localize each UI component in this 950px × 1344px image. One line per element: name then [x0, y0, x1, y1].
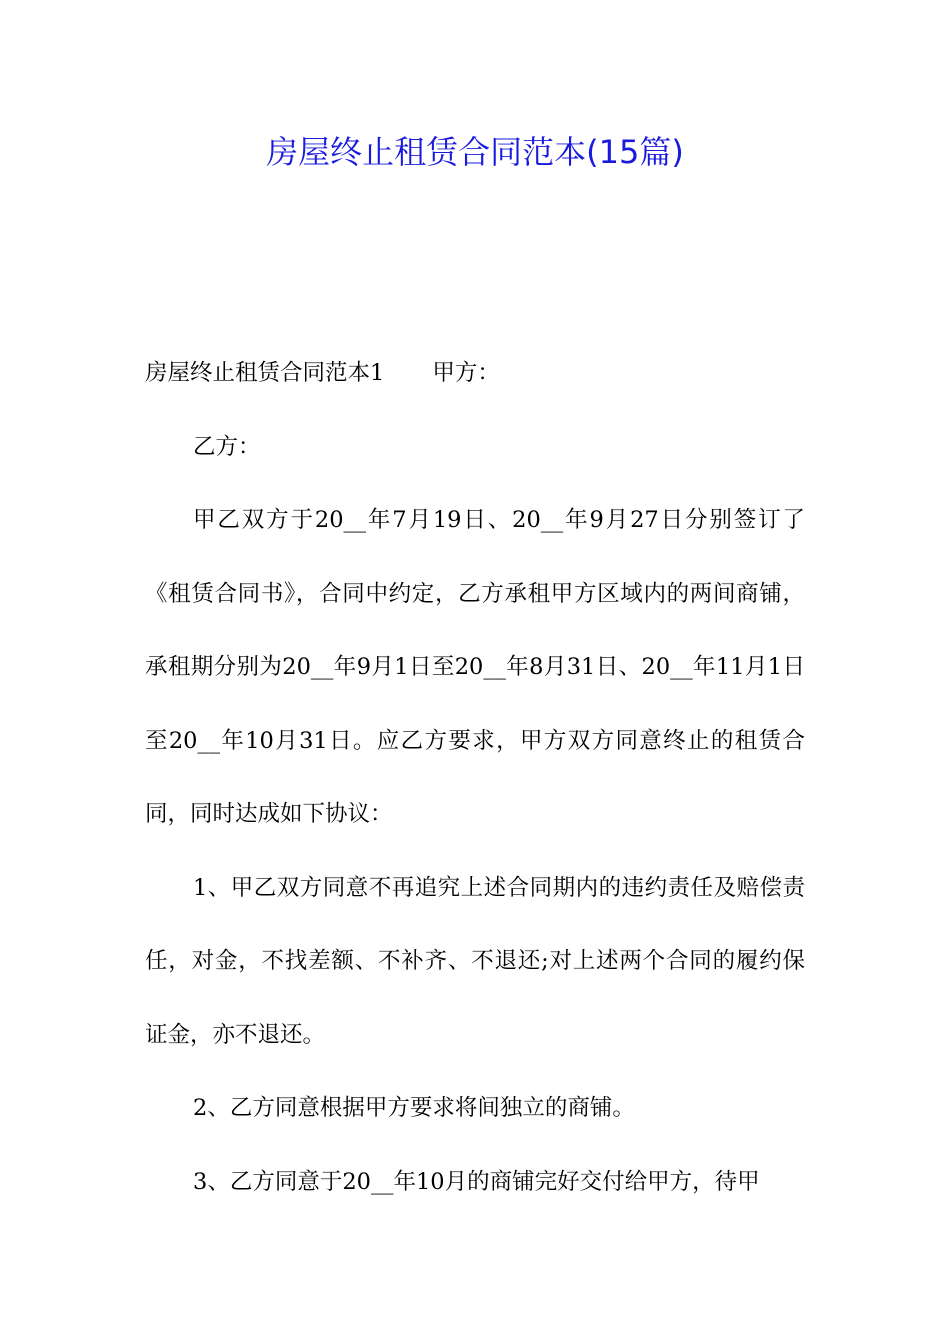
- document-body: [145, 337, 805, 1219]
- paragraph-clause-2: 2、乙方同意根据甲方要求将间独立的商铺。: [193, 1095, 635, 1121]
- paragraph-clause-3: 3、乙方同意于20__年10月的商铺完好交付给甲方，待甲: [193, 1168, 760, 1195]
- party-a-label: 甲方：: [432, 360, 500, 386]
- document-title: 房屋终止租赁合同范本(15篇): [266, 133, 684, 171]
- section-title: 房屋终止租赁合同范本1: [145, 360, 385, 386]
- party-b-label: 乙方：: [193, 433, 261, 460]
- paragraph-intro: 甲乙双方于20__年7月19日、20__年9月27日分别签订了《租赁合同书》，合同中约定，乙方承租甲方区域内的两间商铺，承租期分别为20__年9月1日至20__年8月31日、20__年11月1日至20__年10月31日。应乙方要求，甲方双方同意终止的租赁合同，同时达成如下协议：: [145, 507, 805, 827]
- paragraph-clause-1: 1、甲乙双方同意不再追究上述合同期内的违约责任及赔偿责任，对金，不找差额、不补齐、不退还;对上述两个合同的履约保证金，亦不退还。: [145, 874, 805, 1048]
- section-heading-line: [145, 337, 805, 411]
